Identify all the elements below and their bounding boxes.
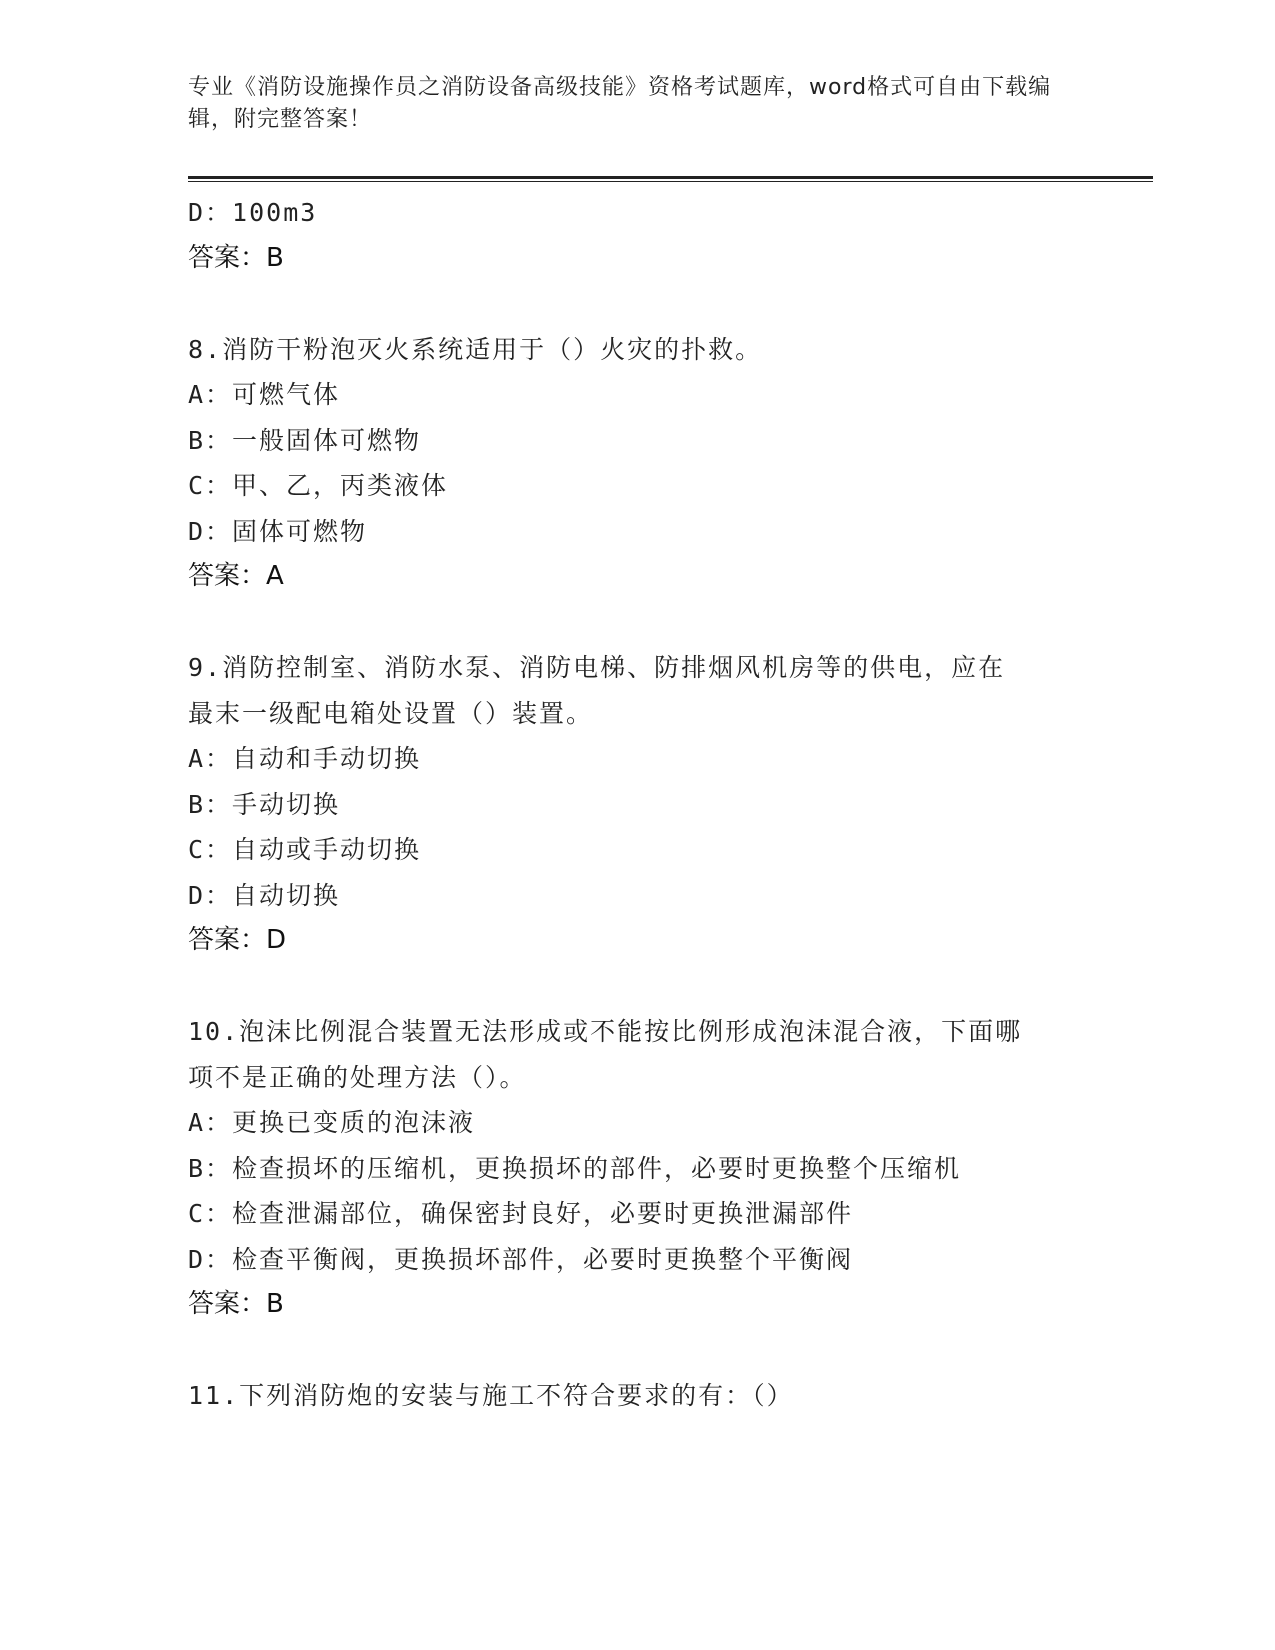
- spacer: [188, 281, 1148, 327]
- option-c: C：自动或手动切换: [188, 835, 422, 864]
- question-content: [188, 190, 1148, 1419]
- answer: 答案：B: [188, 1289, 284, 1319]
- question-9: [188, 645, 1148, 964]
- answer: 答案：A: [188, 561, 284, 591]
- header-rule-thick: [188, 176, 1153, 179]
- question-stem: 8.消防干粉泡灭火系统适用于（）火灾的扑救。: [188, 334, 763, 364]
- prev-option-d: D：100m3: [188, 198, 318, 227]
- page-header: 专业《消防设施操作员之消防设备高级技能》资格考试题库，word格式可自由下载编辑，附完整答案！: [188, 75, 1052, 132]
- spacer: [188, 1328, 1148, 1374]
- question-10: [188, 1009, 1148, 1328]
- option-d: D：自动切换: [188, 880, 341, 910]
- option-d: D：固体可燃物: [188, 516, 368, 546]
- option-a: A：可燃气体: [188, 380, 341, 409]
- question-11: [188, 1373, 1148, 1419]
- option-b: B：检查损坏的压缩机，更换损坏的部件，必要时更换整个压缩机: [188, 1153, 962, 1183]
- option-b: B：一般固体可燃物: [188, 425, 422, 455]
- option-a: A：更换已变质的泡沫液: [188, 1108, 476, 1137]
- spacer: [188, 600, 1148, 646]
- option-c: C：甲、乙，丙类液体: [188, 471, 449, 500]
- question-stem-line-1: 9.消防控制室、消防水泵、消防电梯、防排烟风机房等的供电，应在: [188, 653, 1006, 682]
- spacer: [188, 964, 1148, 1010]
- option-b: B：手动切换: [188, 789, 341, 819]
- option-d: D：检查平衡阀，更换损坏部件，必要时更换整个平衡阀: [188, 1244, 854, 1274]
- question-stem-line-2: 项不是正确的处理方法（）。: [188, 1062, 527, 1092]
- header-rule-thin: [188, 181, 1153, 182]
- option-c: C：检查泄漏部位，确保密封良好，必要时更换泄漏部件: [188, 1199, 854, 1228]
- question-stem-line-2: 最末一级配电箱处设置（）装置。: [188, 698, 594, 728]
- question-stem: 11.下列消防炮的安装与施工不符合要求的有：（）: [188, 1381, 794, 1410]
- question-8: [188, 327, 1148, 600]
- option-a: A：自动和手动切换: [188, 744, 422, 773]
- prev-answer: 答案：B: [188, 242, 284, 273]
- question-stem-line-1: 10.泡沫比例混合装置无法形成或不能按比例形成泡沫混合液，下面哪: [188, 1017, 1023, 1046]
- answer: 答案：D: [188, 925, 287, 955]
